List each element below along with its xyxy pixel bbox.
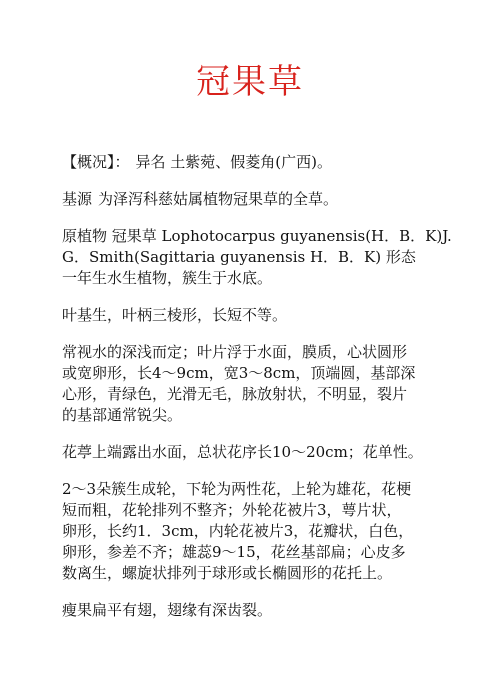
flowers-line: 卵形，参差不齐；雄蕊9～15，花丝基部扁；心皮多 <box>62 543 406 561</box>
overview-paragraph <box>62 152 442 173</box>
plant-line: 一年生水生植物，簇生于水底。 <box>62 269 273 287</box>
leaf-blade-line: 或宽卵形，长4～9cm，宽3～8cm，顶端圆，基部深 <box>62 364 416 382</box>
flowers-paragraph <box>62 479 442 584</box>
plant-line: G．Smith(Sagittaria guyanensis H．B．K) 形态 <box>62 248 416 266</box>
fruit-paragraph: 瘦果扁平有翅，翅缘有深齿裂。 <box>62 601 273 619</box>
flowers-line: 短而粗，花轮排列不整齐；外轮花被片3，萼片状， <box>62 501 402 519</box>
plant-paragraph <box>62 226 452 289</box>
source-text: 为泽泻科慈姑属植物冠果草的全草。 <box>98 190 339 208</box>
overview-label: 【概况】： <box>62 153 130 171</box>
leaf-blade-line: 的基部通常锐尖。 <box>62 406 183 424</box>
source-label: 基源 <box>62 190 93 208</box>
plant-line: 原植物 冠果草 Lophotocarpus guyanensis(H．B．K)J. <box>62 227 452 245</box>
source-paragraph <box>62 189 442 210</box>
leaf-blade-paragraph <box>62 342 442 426</box>
flowers-line: 卵形，长约1．3cm，内轮花被片3，花瓣状，白色， <box>62 522 414 540</box>
leaf-blade-line: 常视水的深浅而定；叶片浮于水面，膜质，心状圆形 <box>62 343 408 361</box>
document-body <box>62 152 452 637</box>
leaf-blade-line: 心形，青绿色，光滑无毛，脉放射状，不明显，裂片 <box>62 385 408 403</box>
scape-paragraph: 花葶上端露出水面，总状花序长10～20cm；花单性。 <box>62 443 423 461</box>
page-title: 冠果草 <box>196 62 304 102</box>
flowers-line: 数离生，螺旋状排列于球形或长椭圆形的花托上。 <box>62 564 393 582</box>
overview-text: 异名 土紫菀、假菱角(广西)。 <box>135 153 332 171</box>
flowers-line: 2～3朵簇生成轮，下轮为两性花，上轮为雄花，花梗 <box>62 480 412 498</box>
leaf-base-paragraph: 叶基生，叶柄三棱形，长短不等。 <box>62 306 288 324</box>
